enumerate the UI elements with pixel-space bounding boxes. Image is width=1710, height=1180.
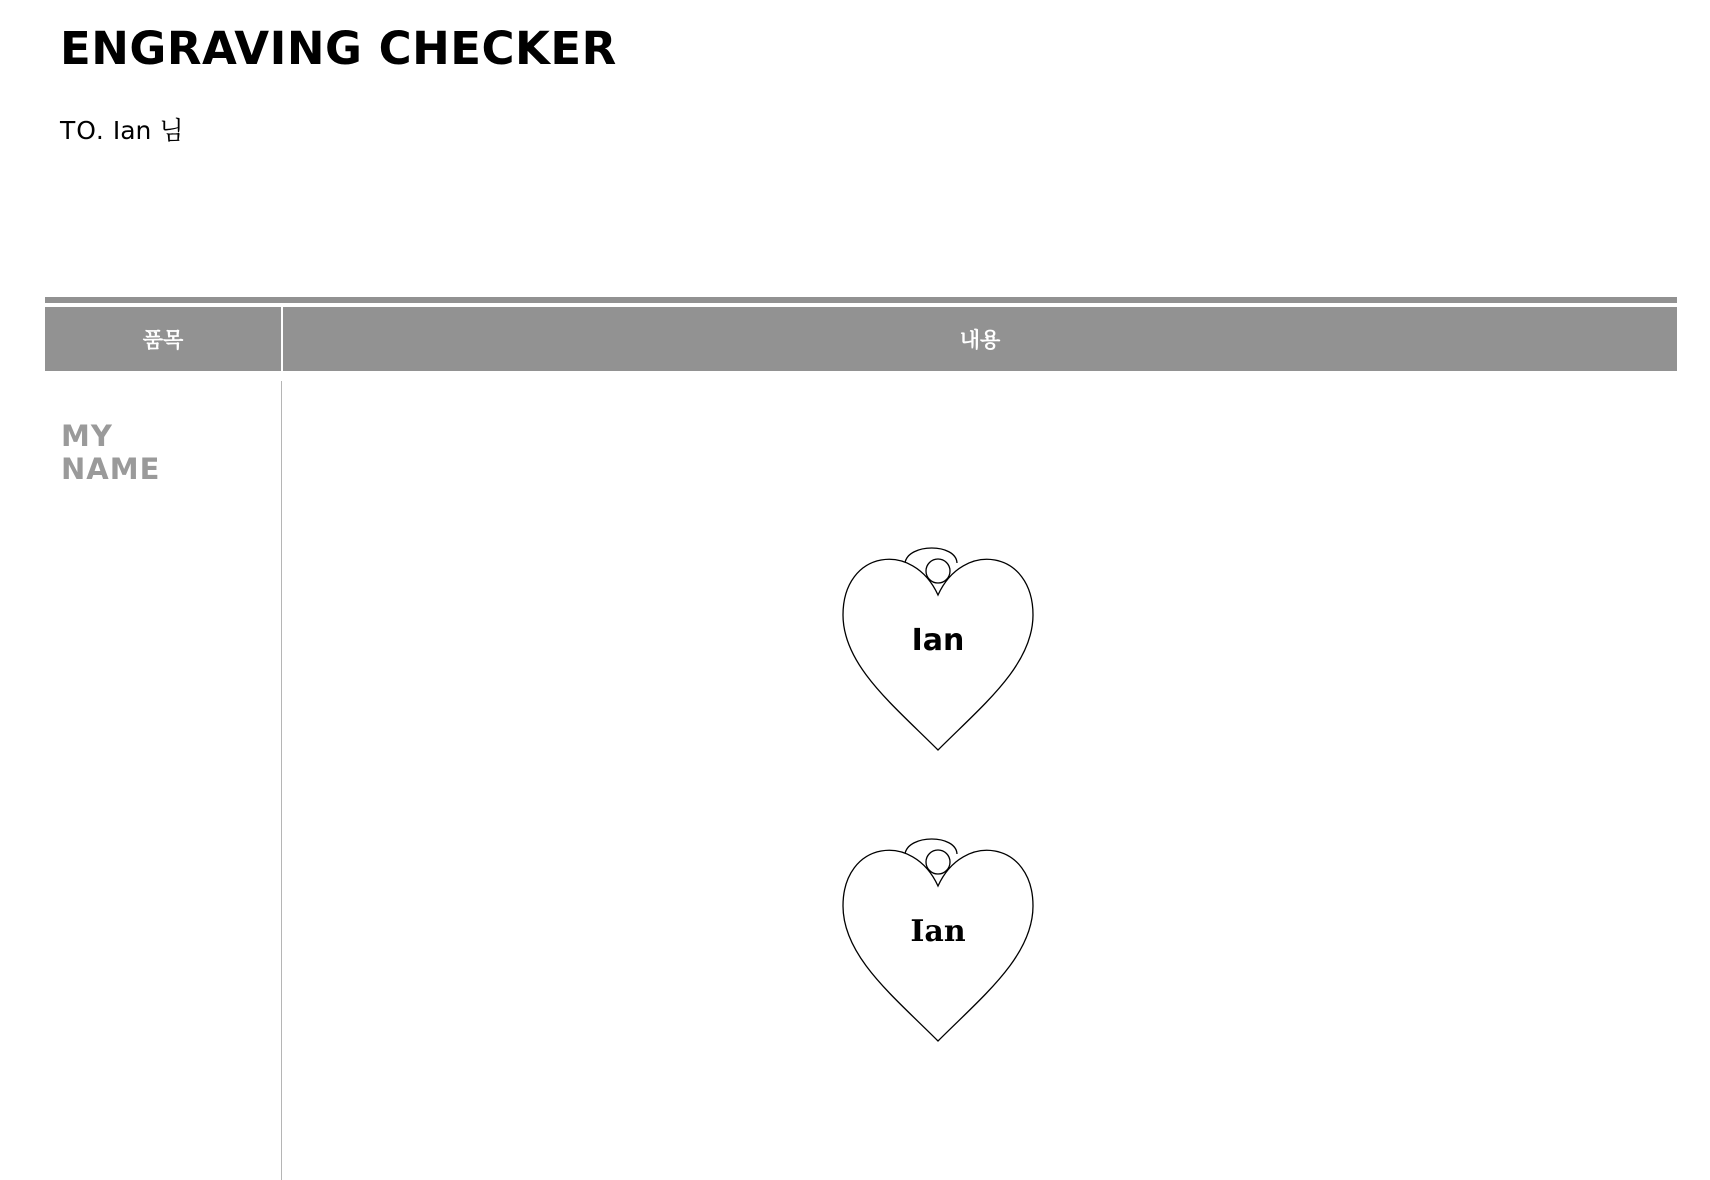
recipient-line [60, 111, 184, 147]
row-label-my-name [61, 420, 261, 486]
row-label-line2: NAME [61, 452, 161, 486]
table-header [45, 307, 1677, 371]
engraving-text: Ian [911, 623, 965, 658]
recipient-suffix: 님 [159, 116, 184, 145]
engraving-text: Ian [910, 914, 966, 949]
heart-tag-preview-serif [833, 826, 1043, 1046]
table-top-rule [45, 297, 1677, 303]
column-header-content: 내용 [959, 328, 1001, 352]
row-label-line1: MY [61, 419, 113, 453]
recipient-prefix: TO. [60, 116, 105, 145]
column-header-item: 품목 [142, 328, 184, 352]
heart-tag-preview-sans [833, 535, 1043, 755]
page-title: ENGRAVING CHECKER [60, 22, 617, 75]
recipient-name: Ian [112, 116, 152, 145]
column-divider [281, 381, 282, 1180]
